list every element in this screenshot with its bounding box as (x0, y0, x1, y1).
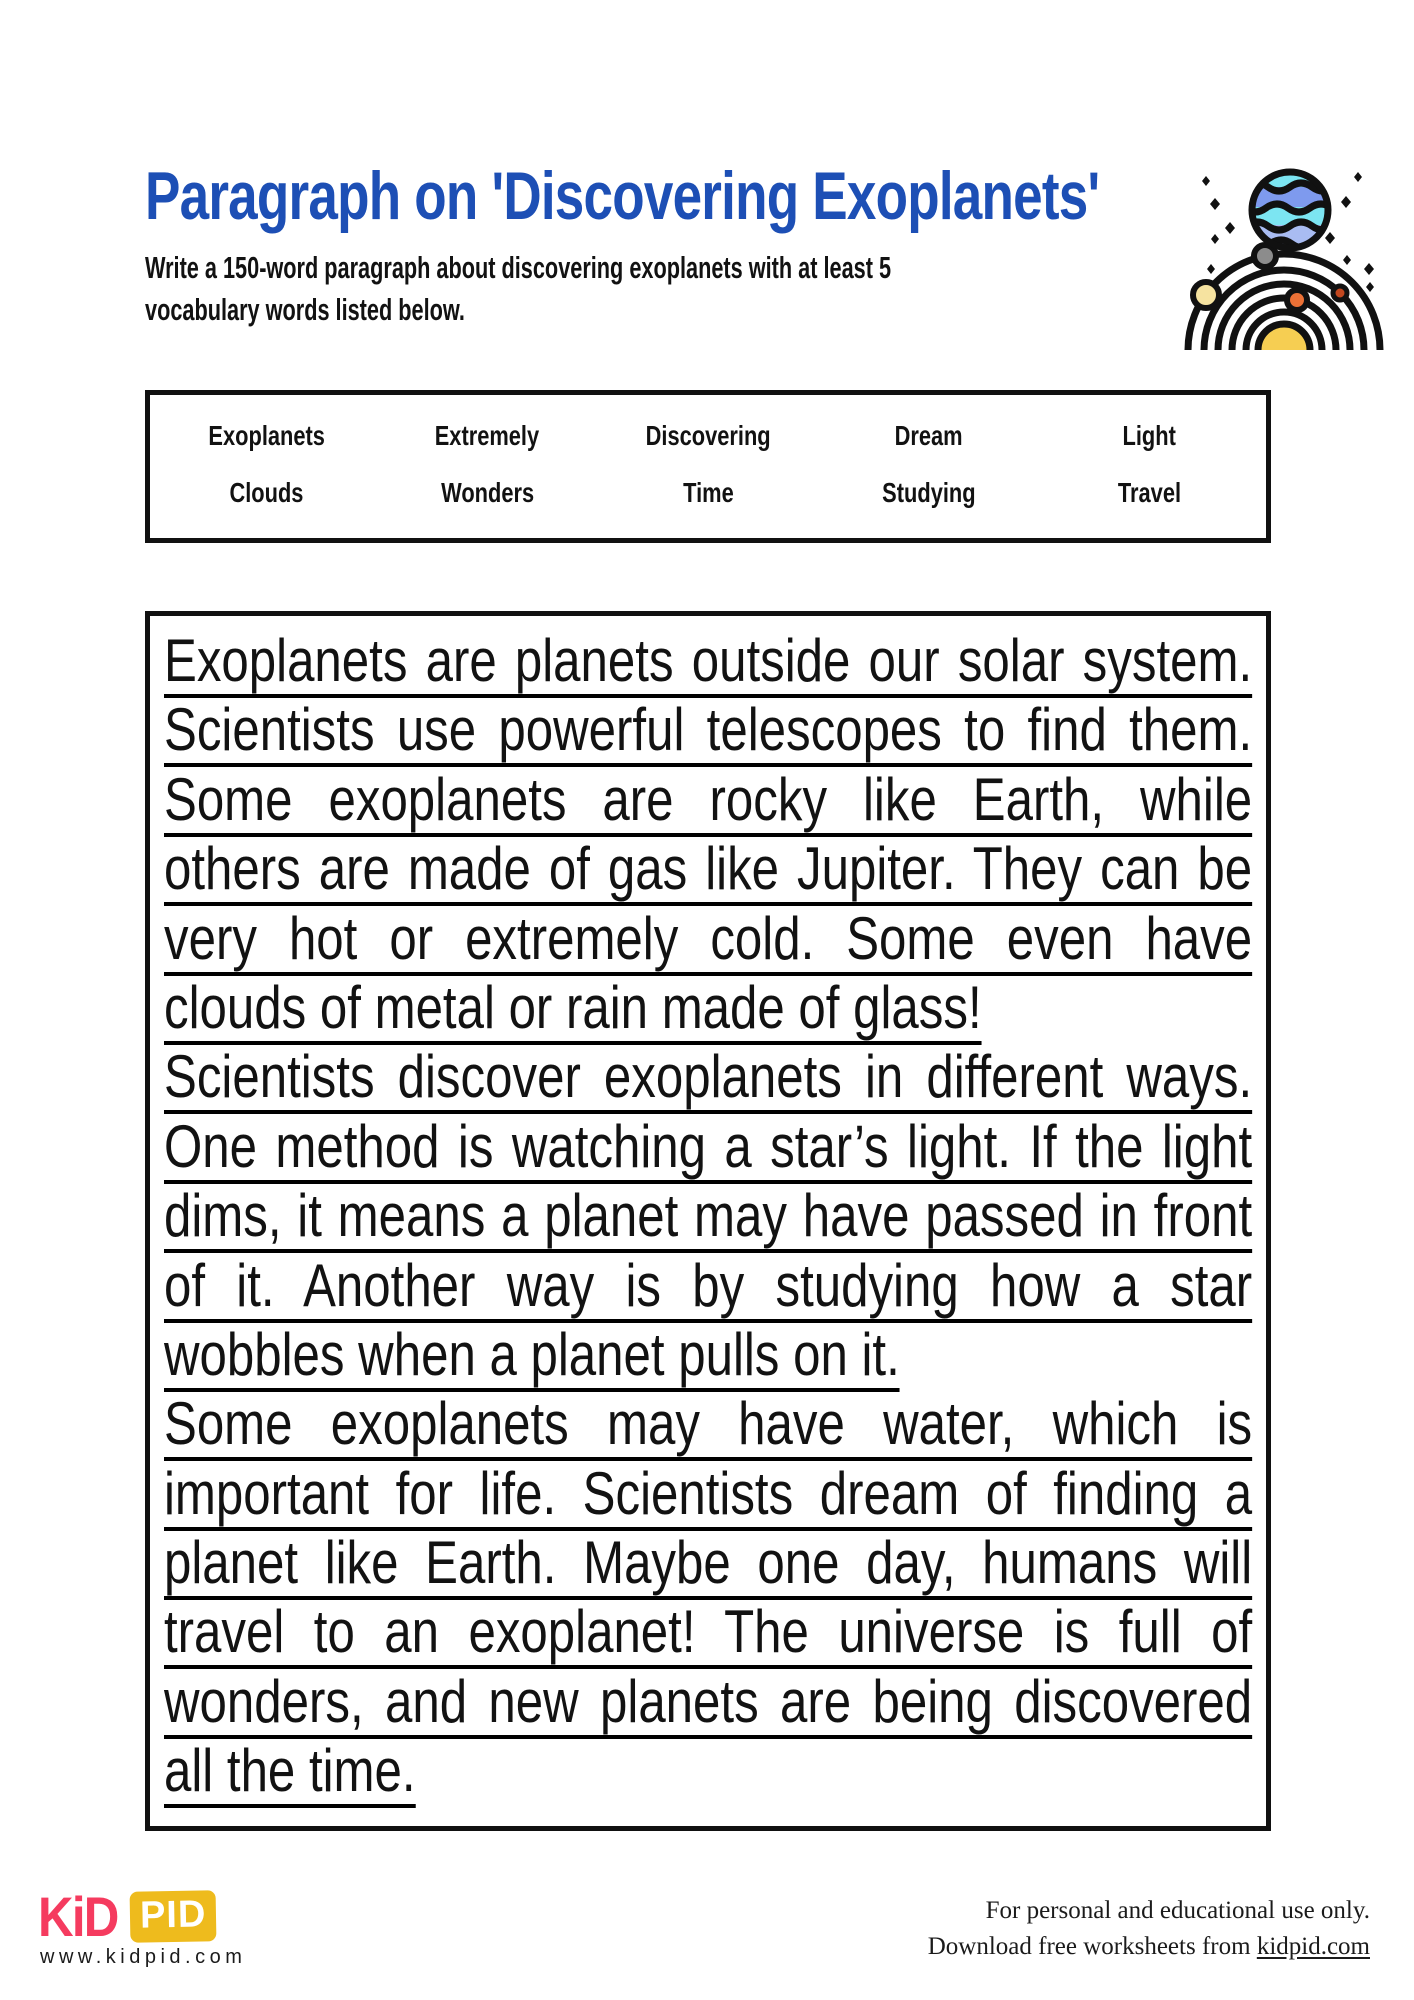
vocab-word: Exoplanets (208, 419, 325, 451)
paragraph-line: wobbles when a planet pulls on it. (164, 1320, 1252, 1389)
solar-system-illustration-icon (1180, 160, 1408, 350)
vocab-word: Discovering (645, 419, 771, 451)
logo-kid-text: KiD (38, 1885, 118, 1948)
paragraph-line: Scientists use powerful telescopes to find them. (164, 695, 1252, 764)
paragraph-line: travel to an exoplanet! The universe is full of (164, 1597, 1252, 1666)
paragraph-line: all the time. (164, 1736, 1252, 1805)
paragraph-line: clouds of metal or rain made of glass! (164, 973, 1252, 1042)
vocab-word: Travel (1118, 477, 1182, 509)
paragraph-line: Some exoplanets are rocky like Earth, while (164, 765, 1252, 834)
instructions (145, 247, 1211, 331)
usage-note-line-2: Download free worksheets from kidpid.com (927, 1933, 1370, 1960)
vocab-word: Extremely (434, 419, 540, 451)
instructions-line-1: Write a 150-word paragraph about discovering exoplanets with at least 5 (145, 250, 892, 285)
vocabulary-box (145, 390, 1271, 543)
paragraph-line: very hot or extremely cold. Some even have (164, 904, 1252, 973)
paragraph-line: Some exoplanets may have water, which is (164, 1389, 1252, 1458)
gray-planet-icon (1254, 245, 1276, 267)
vocab-word: Time (682, 477, 734, 509)
paragraph-line: of it. Another way is by studying how a star (164, 1251, 1252, 1320)
paragraph-line: Scientists discover exoplanets in different ways. (164, 1042, 1252, 1111)
paragraph-line: One method is watching a star’s light. If the light (164, 1112, 1252, 1181)
paragraph-line: Exoplanets are planets outside our solar system. (164, 626, 1252, 695)
paragraph-answer-box (145, 611, 1271, 1831)
orange-planet-icon (1287, 290, 1307, 310)
instructions-line-2: vocabulary words listed below. (145, 292, 465, 327)
paragraph-line: planet like Earth. Maybe one day, humans will (164, 1528, 1252, 1597)
vocab-word: Light (1122, 419, 1177, 451)
paragraph-line: dims, it means a planet may have passed in front (164, 1181, 1252, 1250)
sun-icon (1258, 324, 1310, 350)
vocab-word: Wonders (440, 477, 534, 509)
red-planet-icon (1333, 286, 1347, 300)
cream-planet-icon (1193, 282, 1219, 308)
kidpid-link[interactable]: kidpid.com (1256, 1933, 1370, 1960)
kidpid-logo (38, 1884, 217, 1949)
paragraph-line: important for life. Scientists dream of finding a (164, 1459, 1252, 1528)
vocab-word: Clouds (229, 477, 304, 509)
website-url: www.kidpid.com (40, 1946, 247, 1968)
page-title: Paragraph on 'Discovering Exoplanets' (145, 158, 1100, 234)
vocab-word: Dream (894, 419, 963, 451)
usage-note (730, 1893, 1370, 1965)
vocab-word: Studying (882, 477, 976, 509)
paragraph-line: wonders, and new planets are being discovered (164, 1667, 1252, 1736)
logo-pid-badge: PID (130, 1890, 217, 1942)
paragraph-line: others are made of gas like Jupiter. They can be (164, 834, 1252, 903)
usage-note-line-1: For personal and educational use only. (985, 1897, 1370, 1924)
